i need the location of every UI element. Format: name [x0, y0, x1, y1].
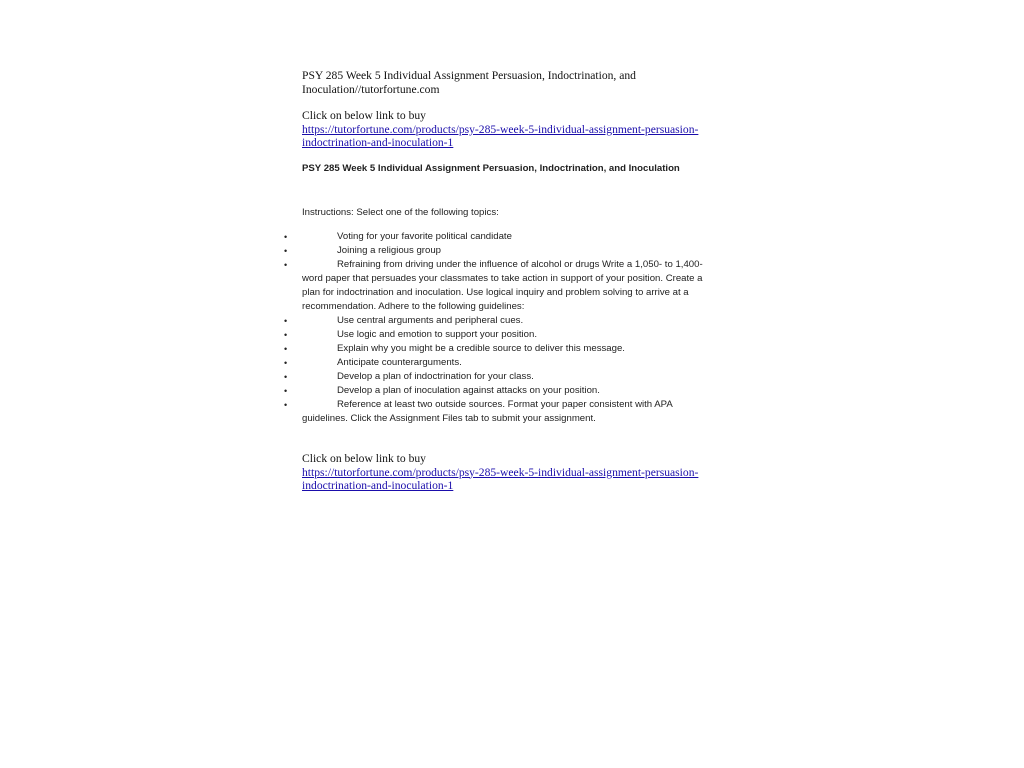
buy-link-line[interactable]: https://tutorfortune.com/products/psy-285-week-5-individual-assignment-persuasion-	[302, 122, 699, 136]
list-item-line	[302, 230, 712, 244]
buy-block-top	[302, 109, 712, 150]
bullet-icon: •	[284, 245, 288, 256]
topic-list	[284, 230, 712, 426]
buy-link-line[interactable]: indoctrination-and-inoculation-1	[302, 136, 454, 150]
list-item-line	[302, 370, 712, 384]
list-item-text: recommendation. Adhere to the following guidelines:	[302, 300, 525, 312]
buy-link-line[interactable]: indoctrination-and-inoculation-1	[302, 479, 454, 493]
instructions-text: Instructions: Select one of the following topics:	[302, 206, 499, 218]
list-item-text: plan for indoctrination and inoculation. Use logical inquiry and problem solving to arrive at a	[302, 286, 689, 298]
list-item-line	[302, 328, 712, 342]
list-item-text: guidelines. Click the Assignment Files tab to submit your assignment.	[302, 412, 596, 424]
bullet-icon: •	[284, 371, 288, 382]
bullet-icon: •	[284, 231, 288, 242]
list-item-line	[302, 314, 712, 328]
buy-link-line[interactable]: https://tutorfortune.com/products/psy-285-week-5-individual-assignment-persuasion-	[302, 465, 699, 479]
list-item-text: Explain why you might be a credible source to deliver this message.	[337, 342, 625, 354]
buy-link[interactable]	[302, 123, 712, 150]
list-item-text: Use logic and emotion to support your position.	[337, 328, 537, 340]
list-item	[284, 244, 712, 258]
title-line: Inoculation//tutorfortune.com	[302, 82, 440, 96]
list-item-text: word paper that persuades your classmates to take action in support of your position. Create a	[302, 272, 703, 284]
section-heading: PSY 285 Week 5 Individual Assignment Persuasion, Indoctrination, and Inoculation	[302, 162, 680, 174]
document-page	[284, 69, 712, 493]
buy-label: Click on below link to buy	[302, 451, 426, 465]
buy-link[interactable]	[302, 466, 712, 493]
bullet-icon: •	[284, 399, 288, 410]
list-item-text: Refraining from driving under the influence of alcohol or drugs Write a 1,050- to 1,400-	[337, 258, 703, 270]
list-item-line	[302, 356, 712, 370]
list-item	[284, 314, 712, 328]
list-item-line	[302, 272, 712, 286]
list-item-line	[302, 300, 712, 314]
bullet-icon: •	[284, 315, 288, 326]
list-item	[284, 370, 712, 384]
list-item	[284, 356, 712, 370]
bullet-icon: •	[284, 343, 288, 354]
bullet-icon: •	[284, 259, 288, 270]
list-item	[284, 398, 712, 426]
buy-label: Click on below link to buy	[302, 109, 426, 123]
list-item	[284, 258, 712, 314]
title-line: PSY 285 Week 5 Individual Assignment Persuasion, Indoctrination, and	[302, 69, 636, 82]
list-item-text: Joining a religious group	[337, 244, 441, 256]
list-item-text: Voting for your favorite political candidate	[337, 230, 512, 242]
list-item-line	[302, 286, 712, 300]
buy-block-bottom	[302, 452, 712, 493]
bullet-icon: •	[284, 385, 288, 396]
list-item	[284, 328, 712, 342]
list-item-line	[302, 258, 712, 272]
list-item-text: Develop a plan of inoculation against attacks on your position.	[337, 384, 600, 396]
list-item-text: Develop a plan of indoctrination for your class.	[337, 370, 534, 382]
list-item-line	[302, 398, 712, 412]
list-item	[284, 342, 712, 356]
list-item-line	[302, 244, 712, 258]
list-item-line	[302, 412, 712, 426]
document-title	[302, 69, 712, 96]
list-item	[284, 384, 712, 398]
list-item-line	[302, 342, 712, 356]
bullet-icon: •	[284, 329, 288, 340]
list-item-text: Anticipate counterarguments.	[337, 356, 462, 368]
list-item	[284, 230, 712, 244]
list-item-text: Use central arguments and peripheral cues.	[337, 314, 524, 326]
list-item-line	[302, 384, 712, 398]
bullet-icon: •	[284, 357, 288, 368]
list-item-text: Reference at least two outside sources. Format your paper consistent with APA	[337, 398, 673, 410]
